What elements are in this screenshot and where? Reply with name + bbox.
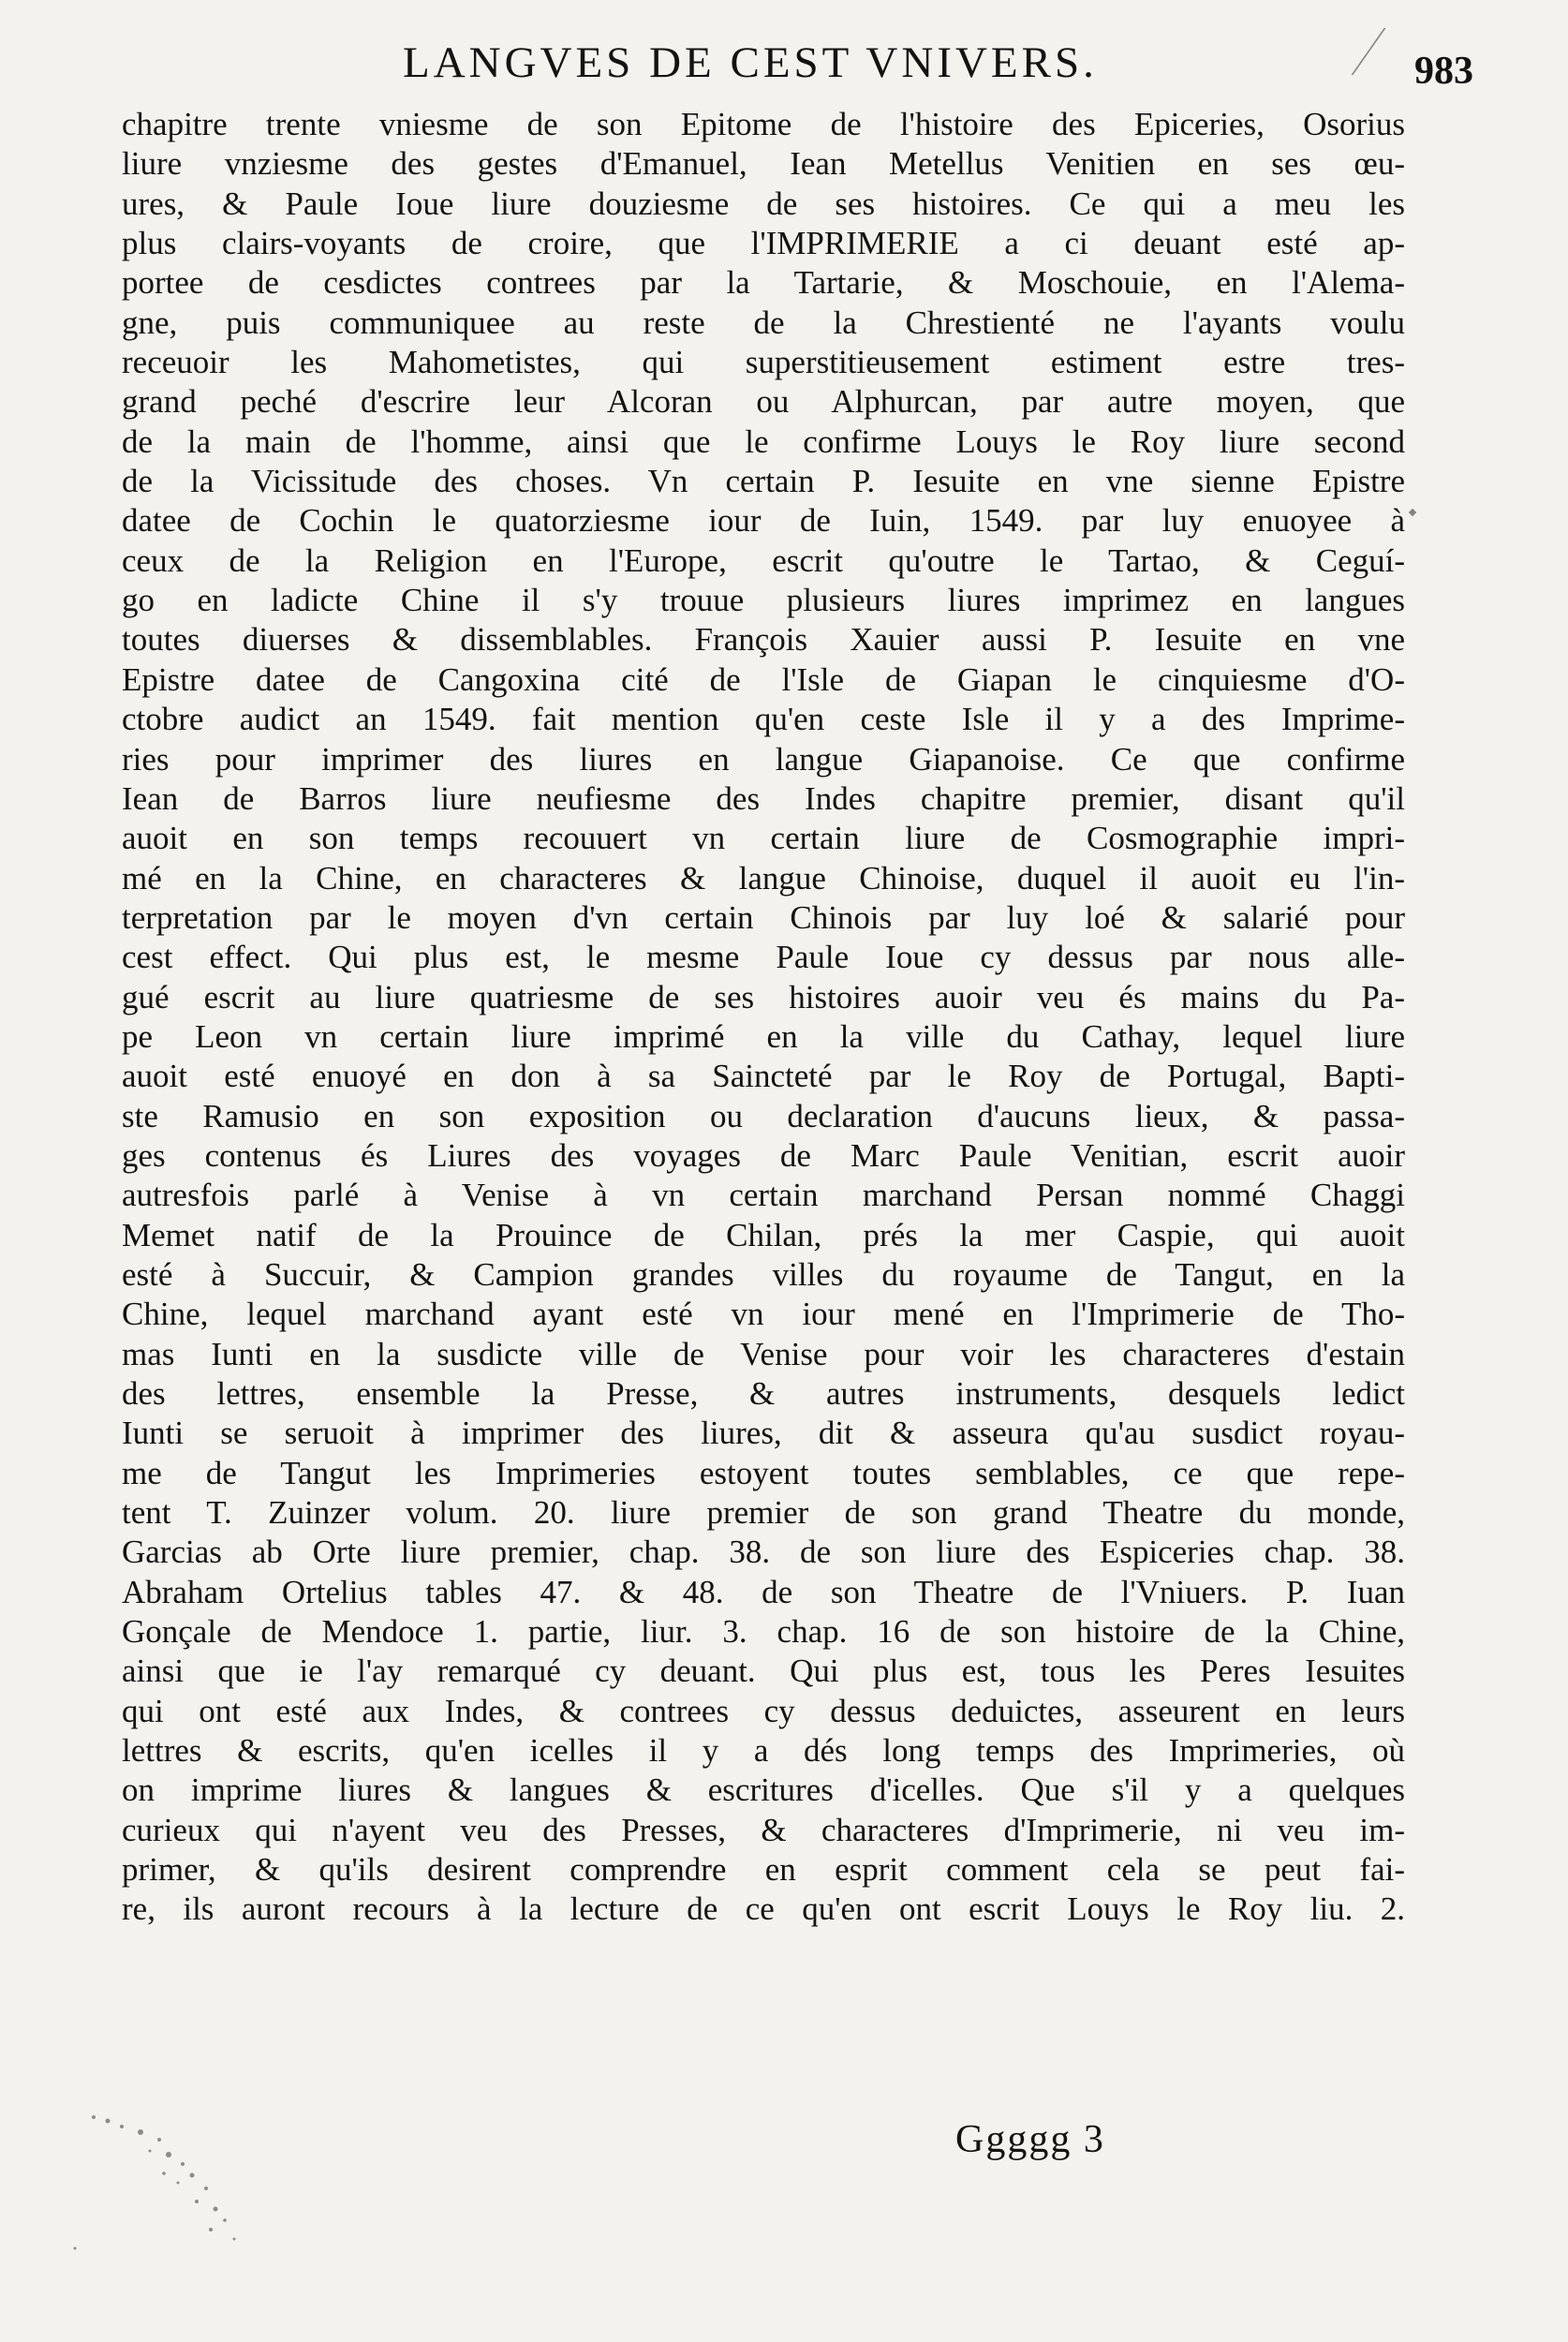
text-line: receuoir les Mahometistes, qui superstitieusement estiment estre tres-: [122, 344, 1405, 381]
text-line: tent T. Zuinzer volum. 20. liure premier de son grand Theatre du monde,: [122, 1494, 1405, 1532]
text-line: auoit en son temps recouuert vn certain liure de Cosmographie impri-: [122, 820, 1405, 857]
text-line: curieux qui n'ayent veu des Presses, & characteres d'Imprimerie, ni veu im-: [122, 1811, 1405, 1848]
text-line: on imprime liures & langues & escritures d'icelles. Que s'il y a quelques: [122, 1771, 1405, 1809]
text-line: lettres & escrits, qu'en icelles il y a dés long temps des Imprimeries, où: [122, 1732, 1405, 1770]
text-line: pe Leon vn certain liure imprimé en la ville du Cathay, lequel liure: [122, 1017, 1405, 1055]
text-line: grand peché d'escrire leur Alcoran ou Alphurcan, par autre moyen, que: [122, 383, 1405, 421]
margin-mark: [1409, 509, 1416, 516]
text-line: Abraham Ortelius tables 47. & 48. de son Theatre de l'Vniuers. P. Iuan: [122, 1573, 1405, 1610]
text-line: re, ils auront recours à la lecture de ce qu'en ont escrit Louys le Roy liu. 2.: [122, 1890, 1405, 1928]
text-line: mé en la Chine, en characteres & langue Chinoise, duquel il auoit eu l'in-: [122, 859, 1405, 897]
ink-smudge: [56, 2098, 262, 2258]
text-line: ges contenus és Liures des voyages de Marc Paule Venitian, escrit auoir: [122, 1136, 1405, 1174]
text-line: ctobre audict an 1549. fait mention qu'en ceste Isle il y a des Imprime-: [122, 701, 1405, 738]
text-line: Garcias ab Orte liure premier, chap. 38. de son liure des Espiceries chap. 38.: [122, 1534, 1405, 1571]
text-line: primer, & qu'ils desirent comprendre en esprit comment cela se peut fai-: [122, 1851, 1405, 1889]
text-line: portee de cesdictes contrees par la Tartarie, & Moschouie, en l'Alema-: [122, 264, 1405, 302]
text-line: datee de Cochin le quatorziesme iour de Iuin, 1549. par luy enuoyee à: [122, 502, 1405, 540]
text-line: Chine, lequel marchand ayant esté vn iour mené en l'Imprimerie de Tho-: [122, 1296, 1405, 1333]
page-number: 983: [1414, 50, 1473, 93]
text-line: gne, puis communiquee au reste de la Chrestienté ne l'ayants voulu: [122, 304, 1405, 341]
text-line: Gonçale de Mendoce 1. partie, liur. 3. chap. 16 de son histoire de la Chine,: [122, 1613, 1405, 1651]
text-line: mas Iunti en la susdicte ville de Venise pour voir les characteres d'estain: [122, 1335, 1405, 1372]
text-line: gué escrit au liure quatriesme de ses histoires auoir veu és mains du Pa-: [122, 978, 1405, 1015]
text-line: me de Tangut les Imprimeries estoyent toutes semblables, ce que repe-: [122, 1454, 1405, 1491]
text-line: ceux de la Religion en l'Europe, escrit qu'outre le Tartao, & Ceguí-: [122, 541, 1405, 579]
corner-mark-decoration: [1351, 28, 1423, 75]
text-line: Iean de Barros liure neufiesme des Indes chapitre premier, disant qu'il: [122, 779, 1405, 817]
page-header: [403, 26, 1246, 101]
text-line: toutes diuerses & dissemblables. François Xauier aussi P. Iesuite en vne: [122, 621, 1405, 659]
text-line: terpretation par le moyen d'vn certain Chinois par luy loé & salarié pour: [122, 898, 1405, 936]
text-line: ries pour imprimer des liures en langue Giapanoise. Ce que confirme: [122, 740, 1405, 778]
text-line: liure vnziesme des gestes d'Emanuel, Iean Metellus Venitien en ses œu-: [122, 145, 1405, 183]
text-line: plus clairs-voyants de croire, que l'IMPRIMERIE a ci deuant esté ap-: [122, 225, 1405, 262]
text-line: go en ladicte Chine il s'y trouue plusieurs liures imprimez en langues: [122, 582, 1405, 619]
text-line: ainsi que ie l'ay remarqué cy deuant. Qui plus est, tous les Peres Iesuites: [122, 1653, 1405, 1690]
text-line: autresfois parlé à Venise à vn certain marchand Persan nommé Chaggi: [122, 1177, 1405, 1214]
text-line: de la main de l'homme, ainsi que le confirme Louys le Roy liure second: [122, 422, 1405, 460]
text-line: cest effect. Qui plus est, le mesme Paule Ioue cy dessus par nous alle-: [122, 939, 1405, 976]
text-line: auoit esté enuoyé en don à sa Saincteté par le Roy de Portugal, Bapti-: [122, 1058, 1405, 1095]
signature-mark: Ggggg 3: [955, 2118, 1105, 2161]
running-title: LANGVES DE CEST VNIVERS.: [403, 38, 1098, 87]
text-line: Iunti se seruoit à imprimer des liures, dit & asseura qu'au susdict royau-: [122, 1415, 1405, 1452]
text-line: de la Vicissitude des choses. Vn certain P. Iesuite en vne sienne Epistre: [122, 463, 1405, 500]
text-line: des lettres, ensemble la Presse, & autres instruments, desquels ledict: [122, 1375, 1405, 1412]
body-text: [122, 105, 1405, 1930]
text-line: Memet natif de la Prouince de Chilan, prés la mer Caspie, qui auoit: [122, 1216, 1405, 1253]
text-line: ures, & Paule Ioue liure douziesme de ses histoires. Ce qui a meu les: [122, 185, 1405, 222]
text-line: esté à Succuir, & Campion grandes villes du royaume de Tangut, en la: [122, 1255, 1405, 1293]
text-line: ste Ramusio en son exposition ou declaration d'aucuns lieux, & passa-: [122, 1097, 1405, 1134]
text-line: chapitre trente vniesme de son Epitome de l'histoire des Epiceries, Osorius: [122, 106, 1405, 142]
text-line: Epistre datee de Cangoxina cité de l'Isle de Giapan le cinquiesme d'O-: [122, 660, 1405, 698]
text-line: qui ont esté aux Indes, & contrees cy dessus deduictes, asseurent en leurs: [122, 1692, 1405, 1729]
